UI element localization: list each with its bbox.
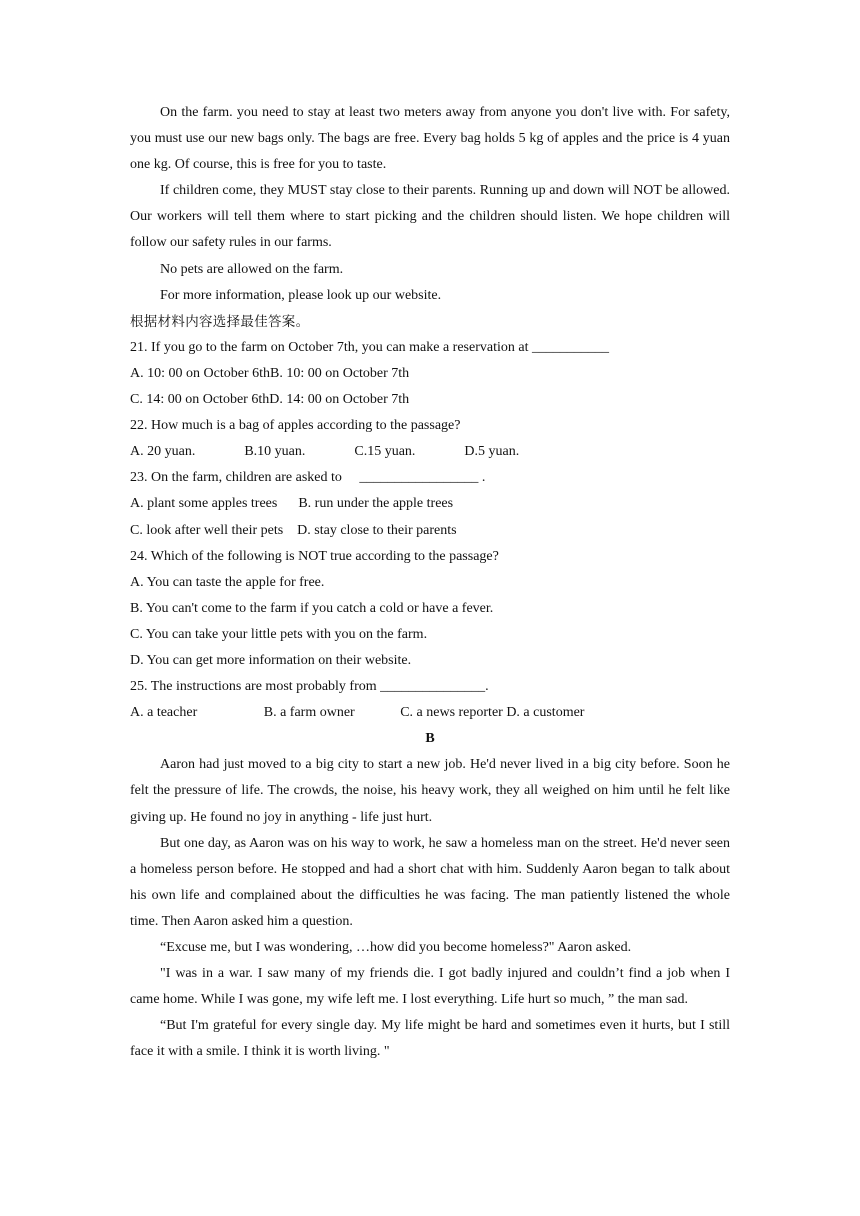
question-23-stem: 23. On the farm, children are asked to _________________ .: [130, 470, 486, 486]
question-24-option-a: A. You can taste the apple for free.: [130, 574, 325, 590]
question-24-stem: 24. Which of the following is NOT true according to the passage?: [130, 548, 499, 564]
passage-b-paragraph-4: "I was in a war. I saw many of my friends die. I got badly injured and couldn’t find a job when I came home. While I was gone, my wife left me. I lost everything. Life hurt so much, ” the man sad.: [130, 966, 730, 1008]
passage-b-paragraph-1: Aaron had just moved to a big city to start a new job. He'd never lived in a big city before. Soon he felt the pressure of life. The crowds, the noise, his heavy work, they all weighed on him until he felt like giving up. He found no joy in anything - life just hurt.: [130, 757, 730, 825]
passage-a-paragraph-1: On the farm. you need to stay at least two meters away from anyone you don't live with. For safety, you must use our new bags only. The bags are free. Every bag holds 5 kg of apples and the price is 4 yuan one kg. Of course, this is free for you to taste.: [130, 105, 730, 173]
section-b-heading: B: [425, 731, 435, 747]
question-24-option-d: D. You can get more information on their website.: [130, 652, 412, 668]
question-21-options-1: A. 10: 00 on October 6thB. 10: 00 on October 7th: [130, 365, 410, 381]
passage-b-paragraph-2: But one day, as Aaron was on his way to work, he saw a homeless man on the street. He'd never seen a homeless person before. He stopped and had a short chat with him. Suddenly Aaron began to talk about his own life and complained about the difficulties he was facing. The man patiently listened the whole time. Then Aaron asked him a question.: [130, 835, 730, 929]
question-22-options: A. 20 yuan. B.10 yuan. C.15 yuan. D.5 yuan.: [130, 444, 520, 460]
passage-a-paragraph-2: If children come, they MUST stay close to their parents. Running up and down will NOT be allowed. Our workers will tell them where to start picking and the children should listen. We hope children will follow our safety rules in our farms.: [130, 183, 730, 251]
question-23-options-2: C. look after well their pets D. stay close to their parents: [130, 522, 457, 538]
question-25-options: A. a teacher B. a farm owner C. a news reporter D. a customer: [130, 705, 585, 721]
passage-a-paragraph-4: For more information, please look up our website.: [160, 287, 442, 303]
question-24-option-b: B. You can't come to the farm if you catch a cold or have a fever.: [130, 600, 494, 616]
question-25-stem: 25. The instructions are most probably from _______________.: [130, 679, 489, 695]
question-24-option-c: C. You can take your little pets with you on the farm.: [130, 626, 428, 642]
question-21-options-2: C. 14: 00 on October 6thD. 14: 00 on October 7th: [130, 392, 410, 408]
question-22-stem: 22. How much is a bag of apples according to the passage?: [130, 418, 461, 434]
document-page: [130, 100, 730, 1065]
passage-b-paragraph-5: “But I'm grateful for every single day. My life might be hard and sometimes even it hurts, but I still face it with a smile. I think it is worth living. ": [130, 1018, 730, 1060]
question-21-stem: 21. If you go to the farm on October 7th, you can make a reservation at ___________: [130, 339, 609, 355]
instruction: 根据材料内容选择最佳答案。: [130, 313, 310, 330]
passage-a-paragraph-3: No pets are allowed on the farm.: [160, 261, 344, 277]
passage-b-paragraph-3: “Excuse me, but I was wondering, …how did you become homeless?" Aaron asked.: [160, 940, 632, 955]
question-23-options-1: A. plant some apples trees B. run under the apple trees: [130, 496, 454, 512]
